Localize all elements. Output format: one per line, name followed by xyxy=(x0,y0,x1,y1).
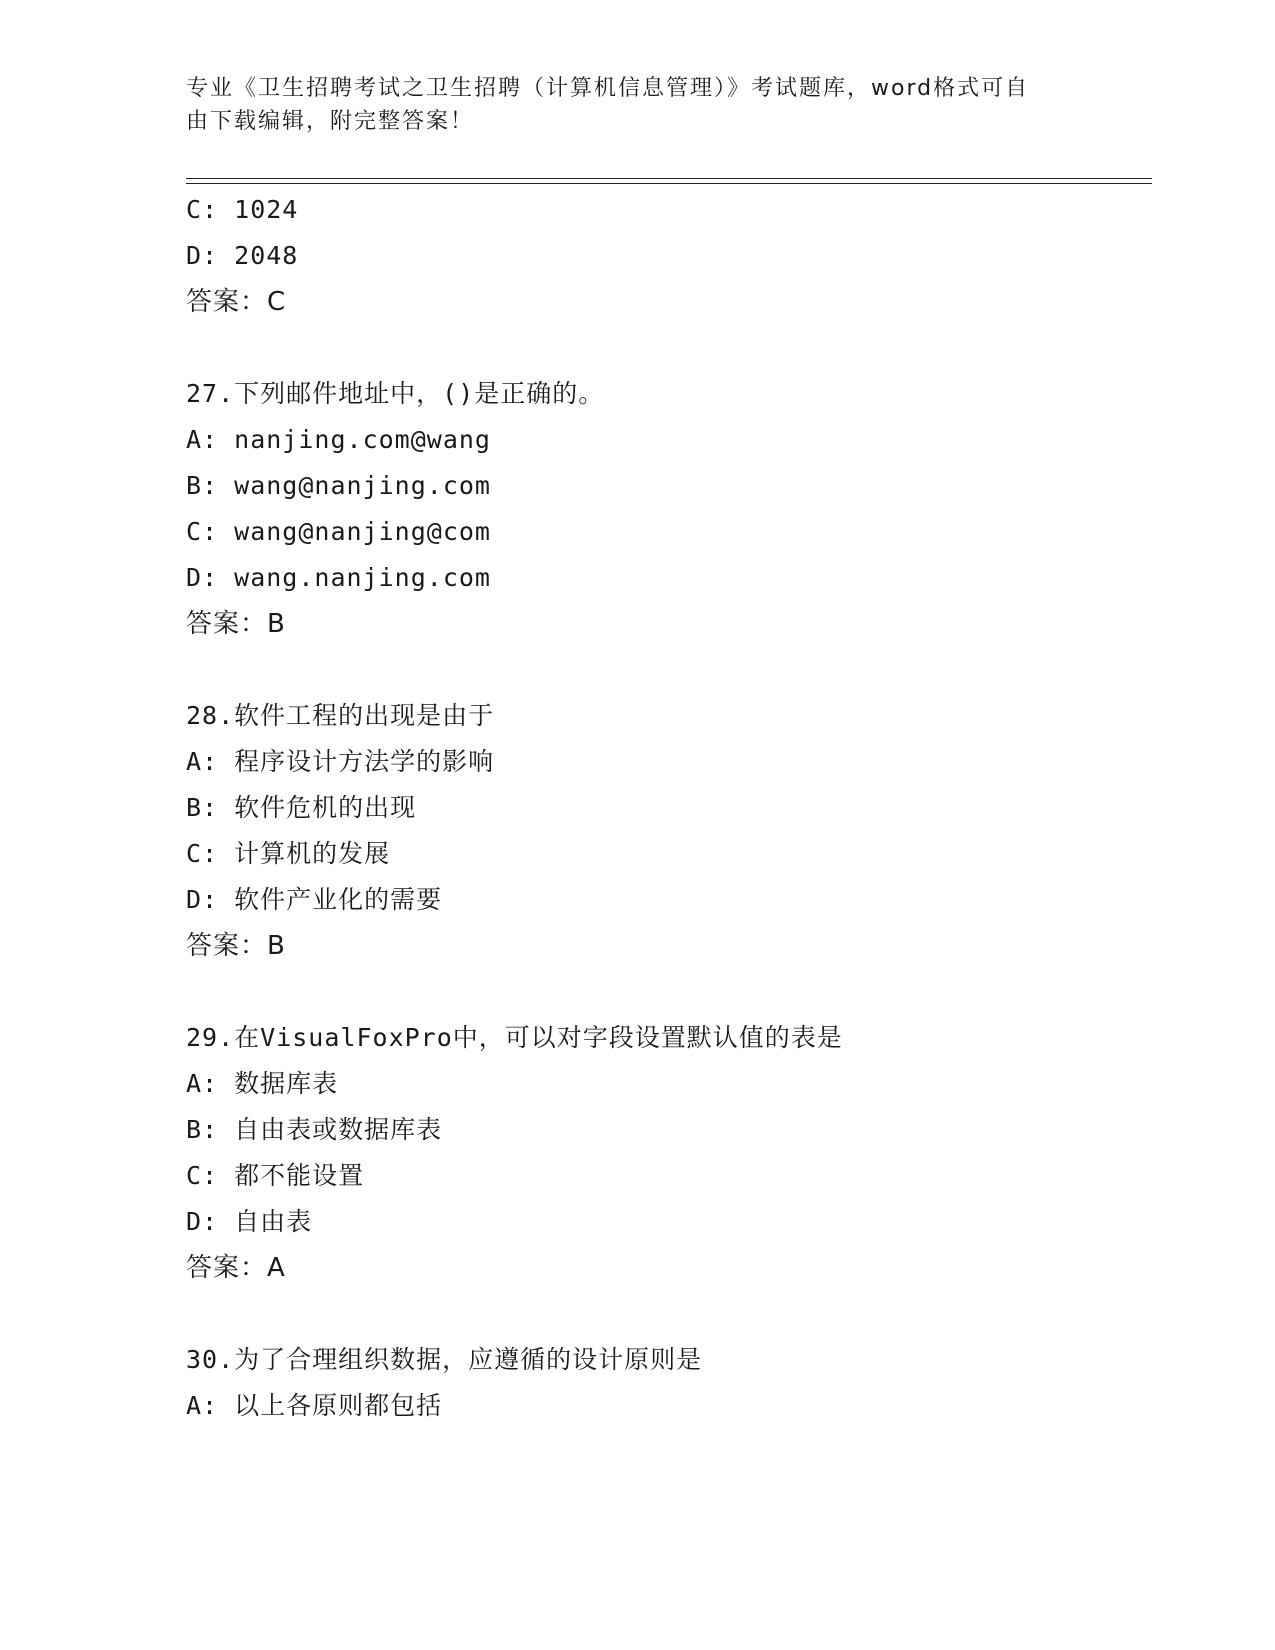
answer-label: 答案：A xyxy=(186,1253,286,1283)
answer-label: 答案：B xyxy=(186,609,286,639)
question-29 xyxy=(186,1015,1152,1291)
option-a: A: nanjing.com@wang xyxy=(186,425,491,454)
option-d: D: 自由表 xyxy=(186,1207,313,1236)
option-b: B: wang@nanjing.com xyxy=(186,471,491,500)
question-27 xyxy=(186,371,1152,647)
header-divider-top xyxy=(186,178,1152,179)
answer-label: 答案：C xyxy=(186,287,287,317)
option-c: C: 1024 xyxy=(186,195,299,224)
header-divider-bottom xyxy=(186,183,1152,184)
option-c: C: 都不能设置 xyxy=(186,1161,365,1190)
option-d: D: wang.nanjing.com xyxy=(186,563,491,592)
question-stem: 29.在VisualFoxPro中，可以对字段设置默认值的表是 xyxy=(186,1023,843,1052)
spacer xyxy=(186,969,1152,1015)
option-b: B: 自由表或数据库表 xyxy=(186,1115,443,1144)
option-c: C: wang@nanjing@com xyxy=(186,517,491,546)
option-c: C: 计算机的发展 xyxy=(186,839,391,868)
question-30 xyxy=(186,1337,1152,1429)
answer-label: 答案：B xyxy=(186,931,286,961)
spacer xyxy=(186,325,1152,371)
option-a: A: 以上各原则都包括 xyxy=(186,1391,443,1420)
header-line-2: 由下载编辑，附完整答案！ xyxy=(186,109,475,134)
question-stem: 30.为了合理组织数据，应遵循的设计原则是 xyxy=(186,1345,703,1374)
option-d: D: 2048 xyxy=(186,241,299,270)
question-26-carryover xyxy=(186,187,1152,325)
option-a: A: 数据库表 xyxy=(186,1069,339,1098)
spacer xyxy=(186,647,1152,693)
page-header xyxy=(186,72,1066,138)
question-28 xyxy=(186,693,1152,969)
option-a: A: 程序设计方法学的影响 xyxy=(186,747,495,776)
option-b: B: 软件危机的出现 xyxy=(186,793,417,822)
option-d: D: 软件产业化的需要 xyxy=(186,885,443,914)
question-stem: 27.下列邮件地址中，()是正确的。 xyxy=(186,379,605,408)
spacer xyxy=(186,1291,1152,1337)
question-stem: 28.软件工程的出现是由于 xyxy=(186,701,495,730)
question-list xyxy=(186,187,1152,1429)
header-line-1: 专业《卫生招聘考试之卫生招聘（计算机信息管理）》考试题库，word格式可自 xyxy=(186,76,1030,101)
